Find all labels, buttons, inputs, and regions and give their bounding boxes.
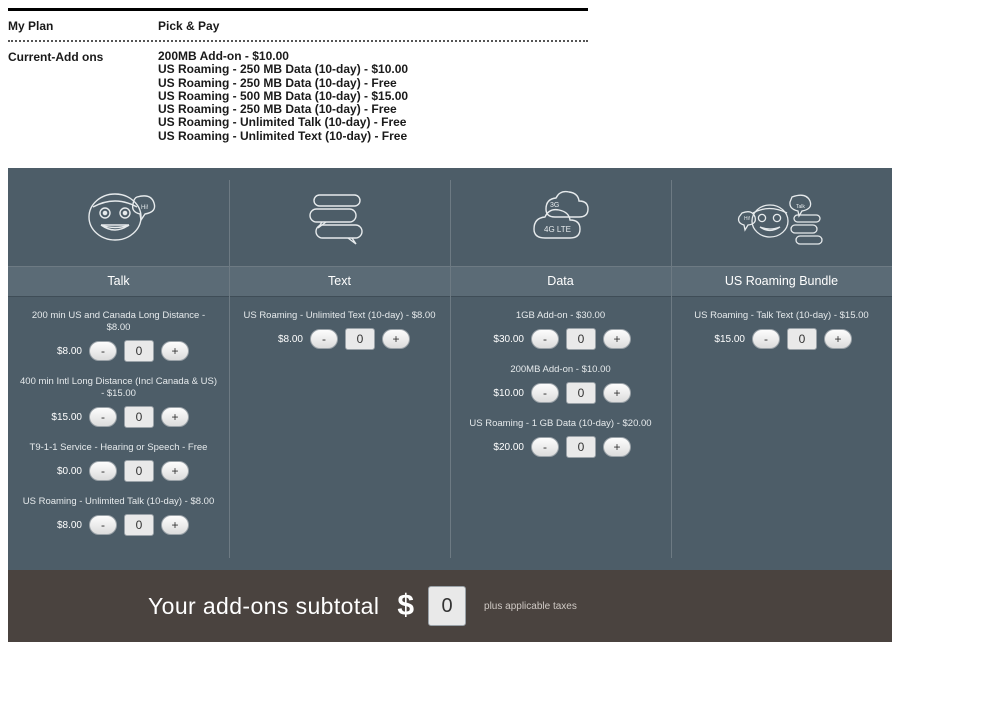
decrement-button[interactable]: -	[752, 329, 780, 349]
decrement-button[interactable]: -	[89, 515, 117, 535]
increment-button[interactable]: +	[603, 383, 631, 403]
decrement-button[interactable]: -	[531, 329, 559, 349]
column-title-text: Text	[229, 266, 450, 297]
subtotal-value: 0	[428, 586, 466, 626]
addon-item	[450, 364, 671, 404]
summary-row-my-plan	[8, 11, 588, 40]
decrement-button[interactable]: -	[531, 437, 559, 457]
subtotal-currency-symbol: $	[397, 589, 415, 622]
addons-column-text	[229, 168, 450, 570]
column-divider	[671, 180, 672, 558]
svg-text:4G LTE: 4G LTE	[543, 225, 571, 234]
quantity-value[interactable]: 0	[124, 340, 154, 362]
svg-text:Hi!: Hi!	[140, 205, 148, 211]
quantity-stepper	[8, 514, 229, 536]
data-cloud-icon	[450, 168, 671, 266]
summary-label-my-plan: My Plan	[8, 19, 54, 33]
quantity-value[interactable]: 0	[566, 436, 596, 458]
increment-button[interactable]: +	[161, 407, 189, 427]
increment-button[interactable]: +	[382, 329, 410, 349]
addon-label: 200MB Add-on - $10.00	[510, 364, 611, 375]
quantity-value[interactable]: 0	[787, 328, 817, 350]
subtotal-tax-note: plus applicable taxes	[484, 600, 577, 612]
list-item: 200MB Add-on - $10.00	[158, 49, 289, 63]
addon-item	[8, 310, 229, 362]
column-title-talk: Talk	[8, 266, 229, 297]
addons-column-talk	[8, 168, 229, 570]
subtotal-label: Your add-ons subtotal	[148, 592, 380, 619]
quantity-stepper	[450, 436, 671, 458]
addon-items-text	[229, 297, 450, 350]
decrement-button[interactable]: -	[531, 383, 559, 403]
addon-item	[450, 310, 671, 350]
addon-item	[8, 496, 229, 536]
column-title-us-roaming-bundle: US Roaming Bundle	[671, 266, 892, 297]
talk-face-icon	[8, 168, 229, 266]
plan-summary	[8, 8, 588, 149]
increment-button[interactable]: +	[161, 341, 189, 361]
svg-text:Hi!: Hi!	[744, 216, 751, 222]
addon-price: $8.00	[56, 345, 82, 357]
quantity-stepper	[8, 460, 229, 482]
summary-label-current-addons: Current-Add ons	[8, 50, 104, 64]
list-item: US Roaming - 250 MB Data (10-day) - Free	[158, 75, 397, 90]
addon-price: $30.00	[493, 333, 524, 345]
increment-button[interactable]: +	[603, 437, 631, 457]
quantity-value[interactable]: 0	[124, 514, 154, 536]
summary-value-my-plan: Pick & Pay	[158, 19, 220, 33]
summary-row-current-addons	[8, 42, 588, 149]
addon-label: US Roaming - Unlimited Text (10-day) - $8.00	[243, 310, 436, 321]
quantity-stepper	[450, 328, 671, 350]
quantity-value[interactable]: 0	[566, 328, 596, 350]
addon-price: $8.00	[277, 333, 303, 345]
list-item: US Roaming - 250 MB Data (10-day) - Free	[158, 102, 397, 117]
column-title-data: Data	[450, 266, 671, 297]
addon-label: US Roaming - Talk Text (10-day) - $15.00	[694, 310, 869, 321]
addons-column-data	[450, 168, 671, 570]
addon-price: $10.00	[493, 387, 524, 399]
increment-button[interactable]: +	[161, 515, 189, 535]
svg-text:3G: 3G	[549, 202, 559, 209]
quantity-stepper	[229, 328, 450, 350]
list-item: US Roaming - Unlimited Text (10-day) - Free	[158, 128, 408, 143]
decrement-button[interactable]: -	[89, 341, 117, 361]
addon-label: T9-1-1 Service - Hearing or Speech - Free	[29, 442, 208, 453]
increment-button[interactable]: +	[824, 329, 852, 349]
addons-subtotal-bar	[8, 570, 892, 642]
addons-columns	[8, 168, 892, 570]
increment-button[interactable]: +	[161, 461, 189, 481]
addon-item	[8, 376, 229, 428]
decrement-button[interactable]: -	[310, 329, 338, 349]
addon-item	[229, 310, 450, 350]
quantity-value[interactable]: 0	[124, 406, 154, 428]
list-item: US Roaming - 250 MB Data (10-day) - $10.00	[158, 62, 409, 77]
addon-label: US Roaming - 1 GB Data (10-day) - $20.00	[469, 418, 652, 429]
list-item: US Roaming - Unlimited Talk (10-day) - Free	[158, 115, 407, 130]
decrement-button[interactable]: -	[89, 407, 117, 427]
addon-item	[8, 442, 229, 482]
addon-item	[450, 418, 671, 458]
addon-price: $15.00	[714, 333, 745, 345]
quantity-stepper	[450, 382, 671, 404]
addon-price: $20.00	[493, 441, 524, 453]
addon-price: $8.00	[56, 519, 82, 531]
roaming-bundle-icon	[671, 168, 892, 266]
addon-label: US Roaming - Unlimited Talk (10-day) - $8.00	[22, 496, 215, 507]
quantity-stepper	[671, 328, 892, 350]
addon-price: $0.00	[56, 465, 82, 477]
decrement-button[interactable]: -	[89, 461, 117, 481]
addon-label: 200 min US and Canada Long Distance - $8.00	[31, 310, 206, 333]
quantity-stepper	[8, 340, 229, 362]
increment-button[interactable]: +	[603, 329, 631, 349]
column-divider	[450, 180, 451, 558]
addons-picker-panel	[8, 168, 892, 642]
addons-column-us-roaming-bundle	[671, 168, 892, 570]
quantity-value[interactable]: 0	[124, 460, 154, 482]
addon-price: $15.00	[51, 411, 82, 423]
addon-label: 400 min Intl Long Distance (Incl Canada & US) - $15.00	[20, 376, 217, 399]
addon-label: 1GB Add-on - $30.00	[515, 310, 606, 321]
current-addons-list	[158, 50, 408, 143]
text-bubbles-icon	[229, 168, 450, 266]
addon-items-us-roaming-bundle	[671, 297, 892, 350]
addon-items-talk	[8, 297, 229, 536]
list-item: US Roaming - 500 MB Data (10-day) - $15.00	[158, 88, 409, 103]
column-divider	[229, 180, 230, 558]
svg-text:Talk: Talk	[796, 204, 805, 210]
addon-item	[671, 310, 892, 350]
quantity-value[interactable]: 0	[345, 328, 375, 350]
quantity-value[interactable]: 0	[566, 382, 596, 404]
quantity-stepper	[8, 406, 229, 428]
addon-items-data	[450, 297, 671, 458]
